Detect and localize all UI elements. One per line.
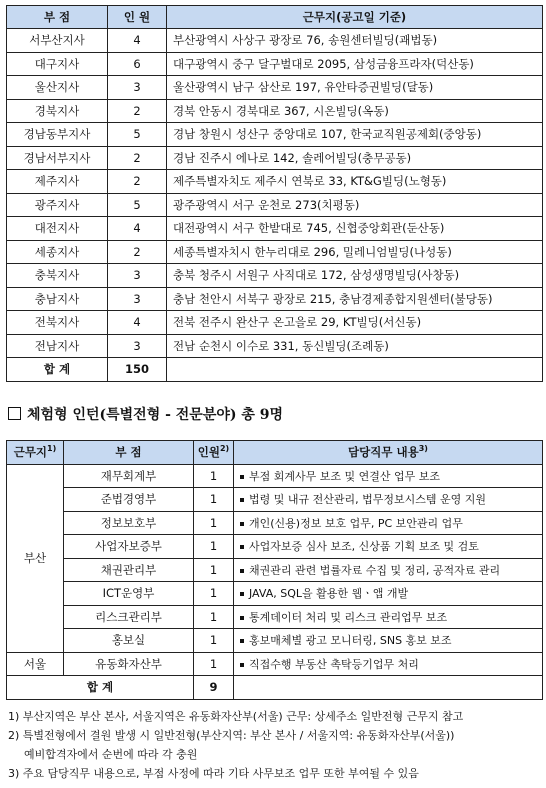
- bullet-icon: [240, 522, 244, 526]
- branch-location-table: [6, 5, 543, 382]
- branch-count: 2: [108, 146, 167, 170]
- branch-address: 대전광역시 서구 한밭대로 745, 신협중앙회관(둔산동): [167, 217, 543, 241]
- branch-name: 대구지사: [7, 52, 108, 76]
- branch-count: 3: [108, 264, 167, 288]
- bullet-icon: [240, 616, 244, 620]
- header-location: 근무지$^{1)}$: [7, 441, 64, 465]
- intern-row: [7, 511, 543, 535]
- dept-duty: 개인(신용)정보 보호 업무, PC 보안관리 업무: [234, 511, 543, 535]
- branch-count: 6: [108, 52, 167, 76]
- branch-row: [7, 99, 543, 123]
- branch-name: 경남동부지사: [7, 123, 108, 147]
- dept-count: 1: [194, 488, 234, 512]
- branch-name: 세종지사: [7, 240, 108, 264]
- branch-row: [7, 146, 543, 170]
- branch-name: 광주지사: [7, 193, 108, 217]
- branch-row: [7, 264, 543, 288]
- bullet-icon: [240, 498, 244, 502]
- header-branch: 부 점: [7, 6, 108, 29]
- branch-row: [7, 287, 543, 311]
- branch-row: [7, 76, 543, 100]
- total-label: 합 계: [7, 358, 108, 382]
- dept-name: 준법경영부: [64, 488, 194, 512]
- dept-duty: 직접수행 부동산 촉탁등기업무 처리: [234, 652, 543, 676]
- branch-row: [7, 334, 543, 358]
- branch-row: [7, 193, 543, 217]
- branch-address: 충남 천안시 서북구 광장로 215, 충남경제종합지원센터(불당동): [167, 287, 543, 311]
- branch-address: 경남 창원시 성산구 중앙대로 107, 한국교직원공제회(중앙동): [167, 123, 543, 147]
- bullet-icon: [240, 475, 244, 479]
- branch-name: 충남지사: [7, 287, 108, 311]
- branch-address: 울산광역시 남구 삼산로 197, 유안타증권빌딩(달동): [167, 76, 543, 100]
- dept-count: 1: [194, 629, 234, 653]
- branch-count: 2: [108, 99, 167, 123]
- footnote-3: 3) 주요 담당직무 내용으로, 부점 사정에 따라 기타 사무보조 업무 또한 부여될 수 있음: [8, 767, 419, 780]
- bullet-icon: [240, 663, 244, 667]
- branch-count: 4: [108, 311, 167, 335]
- dept-name: 채권관리부: [64, 558, 194, 582]
- dept-duty: JAVA, SQL을 활용한 웹ㆍ앱 개발: [234, 582, 543, 606]
- branch-count: 2: [108, 240, 167, 264]
- dept-name: ICT운영부: [64, 582, 194, 606]
- branch-address: 제주특별자치도 제주시 연북로 33, KT&G빌딩(노형동): [167, 170, 543, 194]
- branch-name: 제주지사: [7, 170, 108, 194]
- intern-row: [7, 535, 543, 559]
- dept-count: 1: [194, 558, 234, 582]
- footnotes: [8, 707, 542, 783]
- header-duty: 담당직무 내용$^{3)}$: [234, 441, 543, 465]
- dept-duty: 통계데이터 처리 및 리스크 관리업무 보조: [234, 605, 543, 629]
- dept-duty: 채권관리 관련 법률자료 수집 및 정리, 공적자료 관리: [234, 558, 543, 582]
- bullet-icon: [240, 569, 244, 573]
- branch-address: 경북 안동시 경북대로 367, 시온빌딩(옥동): [167, 99, 543, 123]
- footnote-1: 1) 부산지역은 부산 본사, 서울지역은 유동화자산부(서울) 근무: 상세주소 일반전형 근무지 참고: [8, 710, 464, 723]
- intern-row: [7, 558, 543, 582]
- branch-address: 광주광역시 서구 운천로 273(치평동): [167, 193, 543, 217]
- dept-name: 재무회계부: [64, 464, 194, 488]
- bullet-icon: [240, 639, 244, 643]
- intern-total-empty: [234, 676, 543, 700]
- branch-count: 3: [108, 76, 167, 100]
- dept-count: 1: [194, 511, 234, 535]
- dept-count: 1: [194, 605, 234, 629]
- bullet-icon: [240, 545, 244, 549]
- header-address: 근무지(공고일 기준): [167, 6, 543, 29]
- dept-name: 정보보호부: [64, 511, 194, 535]
- intern-row: [7, 629, 543, 653]
- branch-name: 전남지사: [7, 334, 108, 358]
- header-count: 인 원: [108, 6, 167, 29]
- branch-address: 충북 청주시 서원구 사직대로 172, 삼성생명빌딩(사창동): [167, 264, 543, 288]
- location-busan: 부산: [7, 464, 64, 652]
- checkbox-square-icon: [8, 407, 21, 420]
- branch-name: 경남서부지사: [7, 146, 108, 170]
- branch-row: [7, 170, 543, 194]
- branch-count: 4: [108, 217, 167, 241]
- dept-name: 홍보실: [64, 629, 194, 653]
- intern-total-label: 합 계: [7, 676, 194, 700]
- dept-duty: 홍보매체별 광고 모니터링, SNS 홍보 보조: [234, 629, 543, 653]
- total-empty: [167, 358, 543, 382]
- dept-duty: 부점 회계사무 보조 및 연결산 업무 보조: [234, 464, 543, 488]
- dept-name: 리스크관리부: [64, 605, 194, 629]
- section-title: 체험형 인턴(특별전형 - 전문분야) 총 9명: [27, 407, 284, 423]
- total-count: 150: [108, 358, 167, 382]
- intern-row: [7, 605, 543, 629]
- dept-count: 1: [194, 535, 234, 559]
- intern-row: [7, 652, 543, 676]
- branch-row: [7, 52, 543, 76]
- branch-row: [7, 217, 543, 241]
- dept-count: 1: [194, 652, 234, 676]
- location-seoul: 서울: [7, 652, 64, 676]
- dept-count: 1: [194, 582, 234, 606]
- branch-name: 전북지사: [7, 311, 108, 335]
- branch-count: 2: [108, 170, 167, 194]
- intern-position-table: [6, 440, 543, 700]
- branch-row: [7, 123, 543, 147]
- bullet-icon: [240, 592, 244, 596]
- branch-address: 전북 전주시 완산구 온고을로 29, KT빌딩(서신동): [167, 311, 543, 335]
- header-dept: 부 점: [64, 441, 194, 465]
- section-heading: [8, 404, 283, 424]
- branch-address: 전남 순천시 이수로 331, 동신빌딩(조례동): [167, 334, 543, 358]
- branch-count: 3: [108, 287, 167, 311]
- intern-total-count: 9: [194, 676, 234, 700]
- branch-name: 경북지사: [7, 99, 108, 123]
- dept-name: 유동화자산부: [64, 652, 194, 676]
- footnote-2-cont: 예비합격자에서 순번에 따라 각 충원: [24, 748, 198, 761]
- branch-address: 경남 진주시 에나로 142, 솔레어빌딩(충무공동): [167, 146, 543, 170]
- branch-count: 5: [108, 123, 167, 147]
- branch-count: 4: [108, 29, 167, 53]
- branch-address: 대구광역시 중구 달구벌대로 2095, 삼성금융프라자(덕산동): [167, 52, 543, 76]
- intern-row: [7, 582, 543, 606]
- footnote-2: 2) 특별전형에서 결원 발생 시 일반전형(부산지역: 부산 본사 / 서울지역: 유동화자산부(서울)): [8, 729, 455, 742]
- dept-count: 1: [194, 464, 234, 488]
- branch-name: 충북지사: [7, 264, 108, 288]
- branch-rows: [7, 29, 543, 358]
- branch-name: 대전지사: [7, 217, 108, 241]
- branch-count: 3: [108, 334, 167, 358]
- branch-name: 울산지사: [7, 76, 108, 100]
- branch-count: 5: [108, 193, 167, 217]
- branch-name: 서부산지사: [7, 29, 108, 53]
- branch-row: [7, 29, 543, 53]
- dept-name: 사업자보증부: [64, 535, 194, 559]
- branch-address: 부산광역시 사상구 광장로 76, 송원센터빌딩(괘법동): [167, 29, 543, 53]
- intern-row: [7, 464, 543, 488]
- branch-row: [7, 311, 543, 335]
- dept-duty: 법령 및 내규 전산관리, 법무정보시스템 운영 지원: [234, 488, 543, 512]
- intern-row: [7, 488, 543, 512]
- header-intern-count: 인원$^{2)}$: [194, 441, 234, 465]
- branch-address: 세종특별자치시 한누리대로 296, 밀레니엄빌딩(나성동): [167, 240, 543, 264]
- intern-rows: [7, 464, 543, 676]
- dept-duty: 사업자보증 심사 보조, 신상품 기획 보조 및 검토: [234, 535, 543, 559]
- branch-row: [7, 240, 543, 264]
